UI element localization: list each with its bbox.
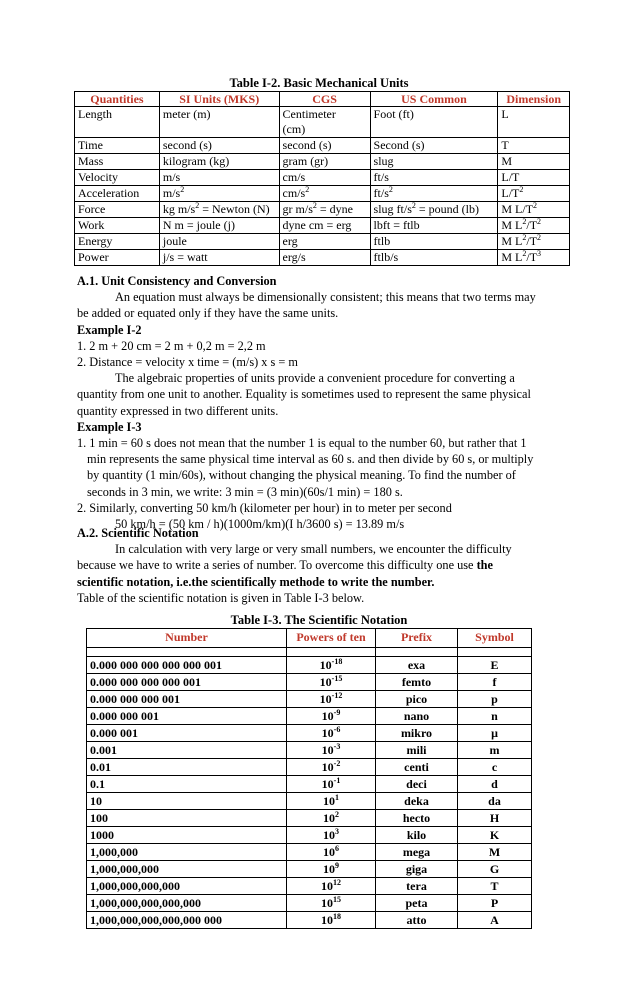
example-line: 2. Similarly, converting 50 km/h (kilometer per hour) in to meter per second xyxy=(77,500,452,515)
cell: L xyxy=(498,107,570,123)
power-base: 10 xyxy=(321,879,333,893)
superscript: 2 xyxy=(312,201,317,210)
cell: cm/s xyxy=(279,170,370,186)
cell-text: = dyne xyxy=(316,202,353,216)
emphasis-text: the xyxy=(476,558,493,573)
cell-text: ft/s xyxy=(373,186,389,200)
example-line: 1. 2 m + 20 cm = 2 m + 0,2 m = 2,2 m xyxy=(77,338,266,353)
symbol-text: μ xyxy=(491,726,498,740)
superscript: 2 xyxy=(519,185,524,194)
symbol-cell xyxy=(458,912,532,929)
power-cell xyxy=(287,657,376,674)
example-line: 50 km/h = (50 km / h)(1000m/km)(I h/3600 s) = 13.89 m/s xyxy=(115,517,405,532)
power-cell xyxy=(287,810,376,827)
number-cell xyxy=(87,708,287,725)
cell-text: M L xyxy=(501,250,523,264)
symbol-text: H xyxy=(489,811,500,825)
table-row xyxy=(87,742,532,759)
power-cell xyxy=(287,827,376,844)
number-cell xyxy=(87,793,287,810)
number-text: 0.000 000 000 000 000 001 xyxy=(90,658,222,672)
cell-text: M L xyxy=(501,218,523,232)
cell-text: M L xyxy=(501,234,523,248)
table-header-row xyxy=(75,92,570,107)
number-cell xyxy=(87,861,287,878)
symbol-cell xyxy=(458,742,532,759)
power-cell xyxy=(287,759,376,776)
table-row xyxy=(87,759,532,776)
symbol-text: M xyxy=(488,845,501,859)
cell: second (s) xyxy=(279,138,370,154)
table-row xyxy=(75,154,570,170)
spacer-cell xyxy=(287,648,376,657)
symbol-cell xyxy=(458,861,532,878)
table-row xyxy=(87,878,532,895)
number-text: 1,000,000,000,000,000 xyxy=(90,896,201,910)
header-cgs: CGS xyxy=(279,92,370,107)
cell xyxy=(75,122,160,138)
superscript: 2 xyxy=(388,185,393,194)
number-cell xyxy=(87,895,287,912)
prefix-text: atto xyxy=(406,913,427,927)
table-row xyxy=(87,725,532,742)
header-number: Number xyxy=(87,629,287,648)
cell: slug xyxy=(370,154,498,170)
power-exponent: 9 xyxy=(335,861,339,870)
power-base: 10 xyxy=(323,794,335,808)
number-text: 1,000,000,000,000,000 000 xyxy=(90,913,222,927)
symbol-cell xyxy=(458,895,532,912)
cell-text: kg m/s xyxy=(162,202,196,216)
prefix-cell xyxy=(376,861,458,878)
cell xyxy=(498,202,570,218)
cell: m/s xyxy=(159,170,279,186)
prefix-text: pico xyxy=(405,692,428,706)
cell: (cm) xyxy=(279,122,370,138)
power-exponent: -1 xyxy=(333,776,341,785)
power-base: 10 xyxy=(321,726,334,740)
cell: ftlb/s xyxy=(370,250,498,266)
prefix-cell xyxy=(376,759,458,776)
table-row xyxy=(75,218,570,234)
symbol-text: K xyxy=(489,828,500,842)
symbol-cell xyxy=(458,708,532,725)
cell: ft/s xyxy=(370,170,498,186)
symbol-cell xyxy=(458,844,532,861)
power-cell xyxy=(287,725,376,742)
power-base: 10 xyxy=(321,760,334,774)
cell: Time xyxy=(75,138,160,154)
cell: lbft = ftlb xyxy=(370,218,498,234)
cell: Acceleration xyxy=(75,186,160,202)
table-header-row xyxy=(87,629,532,648)
number-cell xyxy=(87,844,287,861)
power-base: 10 xyxy=(321,777,334,791)
table-row xyxy=(75,122,570,138)
cell: joule xyxy=(159,234,279,250)
symbol-cell xyxy=(458,878,532,895)
table-i2-caption: Table I-2. Basic Mechanical Units xyxy=(229,76,409,90)
number-text: 1000 xyxy=(90,828,114,842)
superscript: 2 xyxy=(305,185,310,194)
symbol-text: n xyxy=(491,709,498,723)
paragraph-text: because we have to write a series of number. To overcome this difficulty one use xyxy=(77,558,477,573)
cell-text: M L/T xyxy=(501,202,534,216)
cell: j/s = watt xyxy=(159,250,279,266)
table-row xyxy=(87,895,532,912)
number-cell xyxy=(87,674,287,691)
paragraph-line xyxy=(77,557,563,573)
power-exponent: 12 xyxy=(333,878,341,887)
example-line: 2. Distance = velocity x time = (m/s) x s = m xyxy=(77,355,298,370)
number-cell xyxy=(87,759,287,776)
power-exponent: -9 xyxy=(333,708,341,717)
example-line: min represents the same physical time interval as 60 s. and then divide by 60 s, or multiply xyxy=(87,452,534,467)
prefix-cell xyxy=(376,793,458,810)
section-heading: A.2. Scientific Notation xyxy=(77,526,199,540)
header-dimension: Dimension xyxy=(498,92,570,107)
power-exponent: -12 xyxy=(331,691,343,700)
table-row xyxy=(87,674,532,691)
prefix-cell xyxy=(376,827,458,844)
number-text: 0.000 000 000 000 001 xyxy=(90,675,201,689)
prefix-text: exa xyxy=(407,658,426,672)
paragraph-line: quantity expressed in two different units. xyxy=(77,403,279,418)
cell: kilogram (kg) xyxy=(159,154,279,170)
cell: meter (m) xyxy=(159,107,279,123)
header-si-units: SI Units (MKS) xyxy=(159,92,279,107)
table-row xyxy=(75,250,570,266)
cell-text: = Newton (N) xyxy=(199,202,270,216)
superscript: 2 xyxy=(411,201,416,210)
number-text: 1,000,000 xyxy=(90,845,138,859)
number-text: 0.01 xyxy=(90,760,111,774)
symbol-cell xyxy=(458,725,532,742)
header-symbol: Symbol xyxy=(458,629,532,648)
cell xyxy=(279,202,370,218)
power-exponent: -18 xyxy=(331,657,343,666)
scientific-notation-table xyxy=(86,628,532,929)
number-text: 100 xyxy=(90,811,108,825)
cell: Length xyxy=(75,107,160,123)
prefix-cell xyxy=(376,912,458,929)
cell: second (s) xyxy=(159,138,279,154)
symbol-cell xyxy=(458,776,532,793)
cell-text: slug ft/s xyxy=(373,202,412,216)
power-exponent: 18 xyxy=(333,912,341,921)
header-quantities: Quantities xyxy=(75,92,160,107)
symbol-text: c xyxy=(491,760,498,774)
cell xyxy=(159,202,279,218)
symbol-cell xyxy=(458,691,532,708)
cell xyxy=(498,218,570,234)
symbol-text: p xyxy=(491,692,498,706)
table-row xyxy=(87,776,532,793)
cell xyxy=(498,250,570,266)
cell xyxy=(279,186,370,202)
table-row xyxy=(87,844,532,861)
symbol-text: m xyxy=(489,743,500,757)
paragraph-line: The algebraic properties of units provide a convenient procedure for converting a xyxy=(115,371,515,386)
cell-text: m/s xyxy=(162,186,181,200)
prefix-text: mili xyxy=(406,743,427,757)
example-title: Example I-2 xyxy=(77,322,142,337)
cell xyxy=(159,186,279,202)
table-row xyxy=(87,691,532,708)
prefix-text: hecto xyxy=(402,811,431,825)
prefix-cell xyxy=(376,725,458,742)
cell: erg xyxy=(279,234,370,250)
prefix-cell xyxy=(376,657,458,674)
number-cell xyxy=(87,827,287,844)
power-cell xyxy=(287,674,376,691)
power-base: 10 xyxy=(321,743,334,757)
cell: Force xyxy=(75,202,160,218)
symbol-cell xyxy=(458,657,532,674)
number-text: 0.000 000 000 001 xyxy=(90,692,180,706)
table-row xyxy=(75,202,570,218)
prefix-cell xyxy=(376,674,458,691)
basic-mechanical-units-table xyxy=(74,91,570,266)
prefix-text: nano xyxy=(403,709,430,723)
power-cell xyxy=(287,844,376,861)
power-cell xyxy=(287,742,376,759)
paragraph-line: Table of the scientific notation is given in Table I-3 below. xyxy=(77,590,365,605)
prefix-cell xyxy=(376,776,458,793)
table-row xyxy=(87,827,532,844)
symbol-text: d xyxy=(491,777,498,791)
symbol-cell xyxy=(458,759,532,776)
prefix-text: mega xyxy=(402,845,431,859)
section-a2 xyxy=(77,525,563,606)
superscript: 2 xyxy=(537,217,542,226)
example-line: by quantity (1 min/60s), without changing the physical meaning. To find the number of xyxy=(87,468,516,483)
cell: T xyxy=(498,138,570,154)
table-row xyxy=(75,107,570,123)
power-base: 10 xyxy=(319,692,332,706)
symbol-text: da xyxy=(488,794,501,808)
paragraph-line: In calculation with very large or very small numbers, we encounter the difficulty xyxy=(115,542,512,557)
power-base: 10 xyxy=(321,896,333,910)
number-text: 1,000,000,000,000 xyxy=(90,879,180,893)
cell: Second (s) xyxy=(370,138,498,154)
power-base: 10 xyxy=(323,862,335,876)
cell xyxy=(498,186,570,202)
number-text: 10 xyxy=(90,794,102,808)
table-row xyxy=(75,186,570,202)
example-line: seconds in 3 min, we write: 3 min = (3 min)(60s/1 min) = 180 s. xyxy=(87,484,403,499)
cell xyxy=(370,202,498,218)
cell: erg/s xyxy=(279,250,370,266)
superscript: 2 xyxy=(522,233,527,242)
spacer-cell xyxy=(376,648,458,657)
number-text: 0.1 xyxy=(90,777,105,791)
paragraph-line: scientific notation, i.e.the scientifically methode to write the number. xyxy=(77,574,435,589)
power-base: 10 xyxy=(321,913,333,927)
power-cell xyxy=(287,861,376,878)
spacer-cell xyxy=(458,648,532,657)
symbol-text: T xyxy=(490,879,499,893)
power-exponent: -2 xyxy=(333,759,341,768)
symbol-text: A xyxy=(490,913,499,927)
table-row xyxy=(87,793,532,810)
prefix-text: giga xyxy=(405,862,428,876)
power-exponent: -3 xyxy=(333,742,341,751)
paragraph-line: quantity from one unit to another. Equality is sometimes used to represent the same physical xyxy=(77,387,531,402)
symbol-cell xyxy=(458,793,532,810)
prefix-text: kilo xyxy=(406,828,427,842)
number-text: 0.001 xyxy=(90,743,117,757)
symbol-cell xyxy=(458,827,532,844)
symbol-text: G xyxy=(489,862,500,876)
power-base: 10 xyxy=(323,828,335,842)
prefix-text: peta xyxy=(405,896,428,910)
table-row xyxy=(75,170,570,186)
header-us-common: US Common xyxy=(370,92,498,107)
paragraph-line: be added or equated only if they have the same units. xyxy=(77,306,339,321)
example-line: 1. 1 min = 60 s does not mean that the number 1 is equal to the number 60, but rather that 1 xyxy=(77,436,527,451)
symbol-text: P xyxy=(490,896,499,910)
cell: gram (gr) xyxy=(279,154,370,170)
superscript: 2 xyxy=(522,249,527,258)
number-cell xyxy=(87,691,287,708)
symbol-text: f xyxy=(492,675,497,689)
cell: N m = joule (j) xyxy=(159,218,279,234)
superscript: 2 xyxy=(195,201,200,210)
number-cell xyxy=(87,776,287,793)
power-cell xyxy=(287,691,376,708)
power-base: 10 xyxy=(321,709,334,723)
prefix-text: centi xyxy=(404,760,429,774)
cell xyxy=(370,122,498,138)
table-row xyxy=(87,657,532,674)
power-cell xyxy=(287,878,376,895)
power-exponent: -6 xyxy=(333,725,341,734)
header-prefix: Prefix xyxy=(376,629,458,648)
prefix-cell xyxy=(376,742,458,759)
prefix-text: tera xyxy=(406,879,427,893)
cell-text: /T xyxy=(526,234,538,248)
table-i3-caption: Table I-3. The Scientific Notation xyxy=(230,613,408,627)
cell: L/T xyxy=(498,170,570,186)
power-exponent: 15 xyxy=(333,895,341,904)
cell: dyne cm = erg xyxy=(279,218,370,234)
power-base: 10 xyxy=(319,675,332,689)
cell xyxy=(370,186,498,202)
cell-text: gr m/s xyxy=(282,202,313,216)
number-cell xyxy=(87,810,287,827)
symbol-cell xyxy=(458,810,532,827)
prefix-text: deka xyxy=(404,794,429,808)
table-row xyxy=(75,138,570,154)
power-base: 10 xyxy=(323,845,335,859)
superscript: 3 xyxy=(537,249,542,258)
prefix-cell xyxy=(376,810,458,827)
power-exponent: 3 xyxy=(335,827,339,836)
paragraph-line: An equation must always be dimensionally consistent; this means that two terms may xyxy=(115,290,536,305)
prefix-cell xyxy=(376,895,458,912)
symbol-text: E xyxy=(490,658,499,672)
number-cell xyxy=(87,657,287,674)
number-cell xyxy=(87,912,287,929)
cell: Energy xyxy=(75,234,160,250)
table-row xyxy=(87,912,532,929)
table-row xyxy=(87,861,532,878)
power-base: 10 xyxy=(323,811,335,825)
header-powers-of-ten: Powers of ten xyxy=(287,629,376,648)
power-cell xyxy=(287,895,376,912)
cell: Mass xyxy=(75,154,160,170)
cell: Velocity xyxy=(75,170,160,186)
table-row xyxy=(75,234,570,250)
cell-text: L/T xyxy=(501,186,520,200)
superscript: 2 xyxy=(533,201,538,210)
prefix-cell xyxy=(376,691,458,708)
power-exponent: 2 xyxy=(335,810,339,819)
power-cell xyxy=(287,708,376,725)
power-exponent: 6 xyxy=(335,844,339,853)
prefix-cell xyxy=(376,844,458,861)
power-cell xyxy=(287,793,376,810)
prefix-text: deci xyxy=(406,777,427,791)
spacer-cell xyxy=(87,648,287,657)
table-row xyxy=(87,810,532,827)
superscript: 2 xyxy=(522,217,527,226)
cell-text: cm/s xyxy=(282,186,306,200)
cell xyxy=(159,122,279,138)
cell xyxy=(498,122,570,138)
prefix-text: femto xyxy=(401,675,432,689)
power-exponent: -15 xyxy=(331,674,343,683)
cell: Power xyxy=(75,250,160,266)
power-cell xyxy=(287,776,376,793)
scientific-notation-body xyxy=(87,648,532,929)
cell: Centimeter xyxy=(279,107,370,123)
spacer-row xyxy=(87,648,532,657)
superscript: 2 xyxy=(537,233,542,242)
example-title: Example I-3 xyxy=(77,419,142,434)
cell-text: = pound (lb) xyxy=(415,202,479,216)
cell: Work xyxy=(75,218,160,234)
number-cell xyxy=(87,742,287,759)
cell: M xyxy=(498,154,570,170)
cell: ftlb xyxy=(370,234,498,250)
cell xyxy=(498,234,570,250)
cell: Foot (ft) xyxy=(370,107,498,123)
table-row xyxy=(87,708,532,725)
number-text: 0.000 000 001 xyxy=(90,709,159,723)
symbol-cell xyxy=(458,674,532,691)
cell-text: /T xyxy=(526,250,538,264)
number-text: 0.000 001 xyxy=(90,726,138,740)
section-heading: A.1. Unit Consistency and Conversion xyxy=(77,274,277,288)
power-cell xyxy=(287,912,376,929)
power-exponent: 1 xyxy=(335,793,339,802)
section-a1 xyxy=(77,273,563,532)
number-cell xyxy=(87,725,287,742)
superscript: 2 xyxy=(180,185,185,194)
power-base: 10 xyxy=(319,658,332,672)
cell-text: /T xyxy=(526,218,538,232)
number-text: 1,000,000,000 xyxy=(90,862,159,876)
number-cell xyxy=(87,878,287,895)
prefix-text: mikro xyxy=(400,726,433,740)
prefix-cell xyxy=(376,878,458,895)
prefix-cell xyxy=(376,708,458,725)
